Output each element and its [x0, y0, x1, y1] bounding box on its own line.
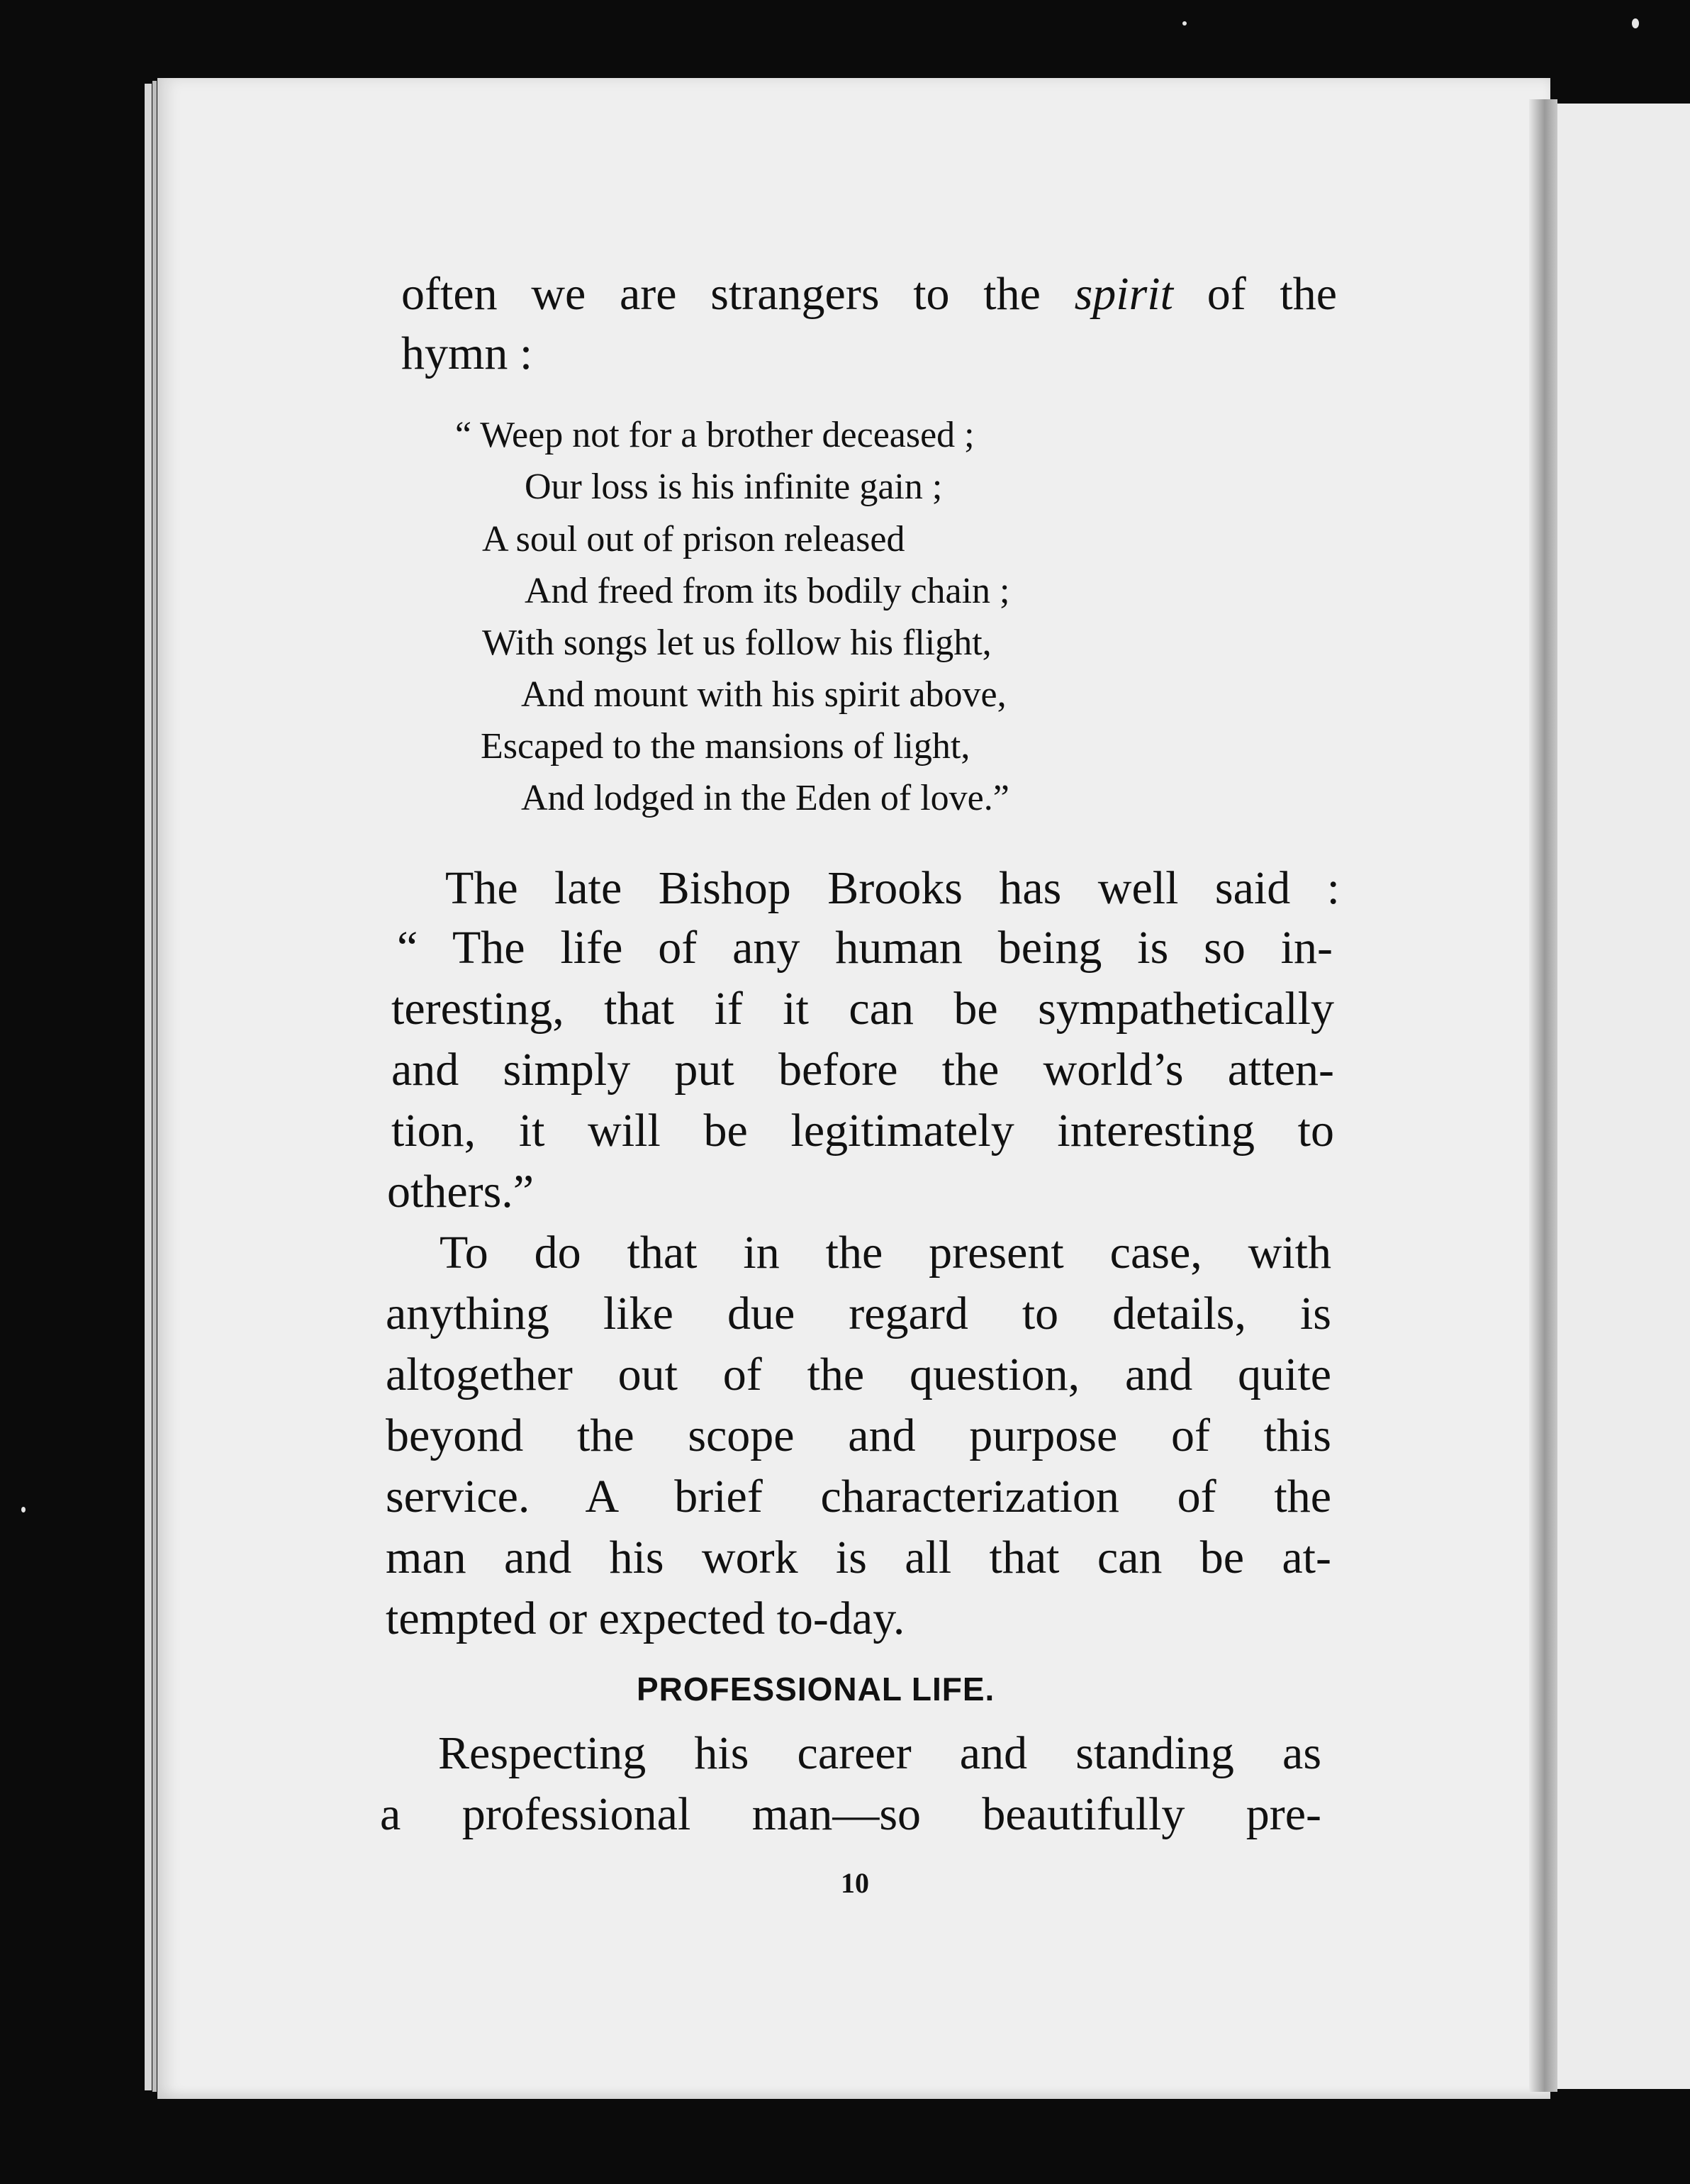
page-number: 10	[841, 1867, 869, 1899]
paragraph-line: man and his work is all that can be at-	[386, 1532, 1331, 1583]
scan-dust	[21, 1507, 26, 1512]
hymn-line: Escaped to the mansions of light,	[481, 726, 970, 767]
section-heading: PROFESSIONAL LIFE.	[637, 1671, 995, 1707]
paragraph-line: Respecting his career and standing as	[438, 1727, 1321, 1779]
paragraph-line: service. A brief characterization of the	[386, 1471, 1331, 1522]
italic-word: spirit	[1074, 268, 1173, 320]
page-edge-inner	[152, 81, 157, 2092]
hymn-line: And freed from its bodily chain ;	[525, 571, 1010, 611]
paragraph-line: tion, it will be legitimately interesting to	[391, 1105, 1334, 1157]
hymn-line: Our loss is his infinite gain ;	[525, 467, 943, 507]
hymn-line: With songs let us follow his flight,	[482, 623, 992, 663]
text-run: of the	[1173, 268, 1338, 320]
paragraph-line: tempted or expected to-day.	[386, 1593, 905, 1644]
hymn-line: “ Weep not for a brother deceased ;	[455, 415, 975, 455]
hymn-line: And lodged in the Eden of love.”	[521, 778, 1009, 818]
paragraph-line: altogether out of the question, and quite	[386, 1349, 1331, 1400]
facing-page	[1548, 104, 1690, 2089]
text-line	[401, 330, 532, 377]
hymn-line: A soul out of prison released	[482, 519, 905, 559]
page-edge-outer	[145, 84, 152, 2090]
text-run: often we are strangers to the	[401, 268, 1075, 320]
paragraph-line: anything like due regard to details, is	[386, 1288, 1331, 1339]
text-run: hymn :	[401, 328, 533, 379]
scan-dust	[1632, 18, 1639, 28]
paragraph-line: a professional man—so beautifully pre-	[380, 1788, 1321, 1840]
paragraph-line: beyond the scope and purpose of this	[386, 1410, 1331, 1461]
paragraph-line: “ The life of any human being is so in-	[397, 922, 1333, 974]
hymn-line: And mount with his spirit above,	[521, 674, 1007, 715]
scan-dust	[1182, 21, 1187, 26]
paragraph-line: and simply put before the world’s atten-	[391, 1044, 1334, 1096]
book-gutter	[1529, 99, 1557, 2092]
paragraph-line: To do that in the present case, with	[440, 1227, 1331, 1278]
paragraph-line: others.”	[387, 1166, 535, 1218]
paragraph-line: The late Bishop Brooks has well said :	[445, 862, 1340, 914]
paragraph-line: teresting, that if it can be sympathetically	[391, 983, 1334, 1035]
text-line	[401, 268, 1338, 320]
